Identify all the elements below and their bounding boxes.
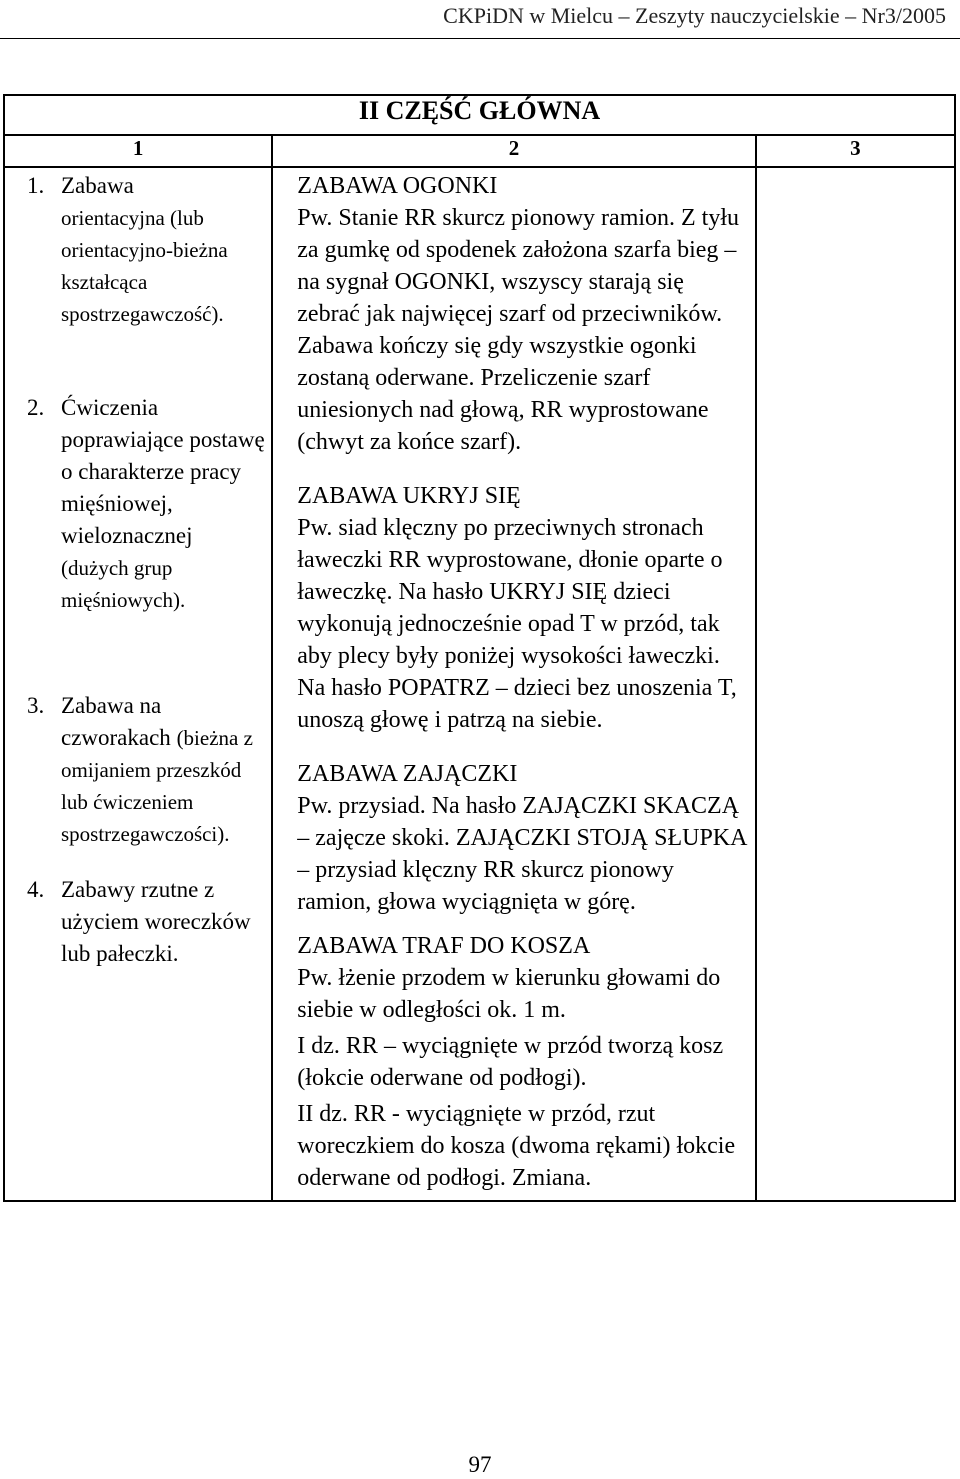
- exercise-title: Zabawy rzutne z użyciem woreczków lub pałeczki.: [61, 877, 251, 966]
- exercise-title: Ćwiczenia poprawiające postawę o charakterze pracy mięśniowej, wieloznacznej: [61, 395, 265, 548]
- game-name: ZABAWA OGONKI: [297, 173, 498, 199]
- table-row: [4, 167, 955, 1201]
- col-number-1: 1: [4, 135, 272, 167]
- game-name: ZABAWA TRAF DO KOSZA: [297, 933, 591, 959]
- exercise-cell: [4, 167, 272, 1201]
- page-number: 97: [468, 1452, 492, 1477]
- game-description: Pw. łżenie przodem w kierunku głowami do siebie w odległości ok. 1 m.: [297, 965, 721, 1023]
- description-cell: [272, 167, 756, 1201]
- exercise-title: Zabawa: [61, 173, 134, 198]
- game-name: ZABAWA ZAJĄCZKI: [297, 761, 518, 787]
- game-description: Pw. przysiad. Na hasło ZAJĄCZKI SKACZĄ – zajęcze skoki. ZAJĄCZKI STOJĄ SŁUPKA – przysiad klęczny RR skurcz pionowy ramion, głowa wyciągnięta w górę.: [297, 793, 747, 915]
- game-description: Pw. Stanie RR skurcz pionowy ramion. Z tyłu za gumkę od spodenek założona szarfa bieg – na sygnał OGONKI, wszyscy starają się zebrać jak najwięcej szarf od przeciwników. Zabawa kończy się gdy wszystkie ogonki zostaną oderwane. Przeliczenie szarf uniesionych nad głową, RR wyprostowane (chwyt za końce szarf).: [297, 205, 740, 455]
- game-name: ZABAWA UKRYJ SIĘ: [297, 483, 521, 509]
- header-rule: [0, 38, 960, 39]
- col-number-3: 3: [756, 135, 955, 167]
- running-header: CKPiDN w Mielcu – Zeszyty nauczycielskie – Nr3/2005: [443, 3, 946, 28]
- exercise-title: Zabawa na czworakach: [61, 693, 171, 750]
- exercise-subtitle: (dużych grup mięśniowych).: [61, 556, 186, 612]
- exercise-subtitle: (bieżna z omijaniem przeszkód lub ćwiczeniem spostrzegawczości).: [61, 726, 253, 846]
- exercise-number: 3.: [27, 693, 45, 718]
- exercise-subtitle: orientacyjna (lub orientacyjno-bieżna kształcąca spostrzegawczość).: [61, 206, 228, 326]
- section-title: II CZĘŚĆ GŁÓWNA: [4, 95, 955, 135]
- exercise-number: 4.: [27, 877, 45, 902]
- game-description: Pw. siad klęczny po przeciwnych stronach ławeczki RR wyprostowane, dłonie oparte o ławeczkę. Na hasło UKRYJ SIĘ dzieci wykonują jednocześnie opad T w przód, tak aby plecy były poniżej wysokości ławeczki. Na hasło POPATRZ – dzieci bez unoszenia T, unoszą głowę i patrzą na siebie.: [297, 515, 737, 733]
- notes-cell: [756, 167, 955, 1201]
- col-number-2: 2: [272, 135, 756, 167]
- exercise-table: [3, 94, 956, 1202]
- exercise-number: 1.: [27, 173, 45, 198]
- game-description-step-1: I dz. RR – wyciągnięte w przód tworzą kosz (łokcie oderwane od podłogi).: [297, 1033, 724, 1091]
- exercise-number: 2.: [27, 395, 45, 420]
- game-description-step-2: II dz. RR - wyciągnięte w przód, rzut woreczkiem do kosza (dwoma rękami) łokcie oderwane od podłogi. Zmiana.: [297, 1101, 736, 1191]
